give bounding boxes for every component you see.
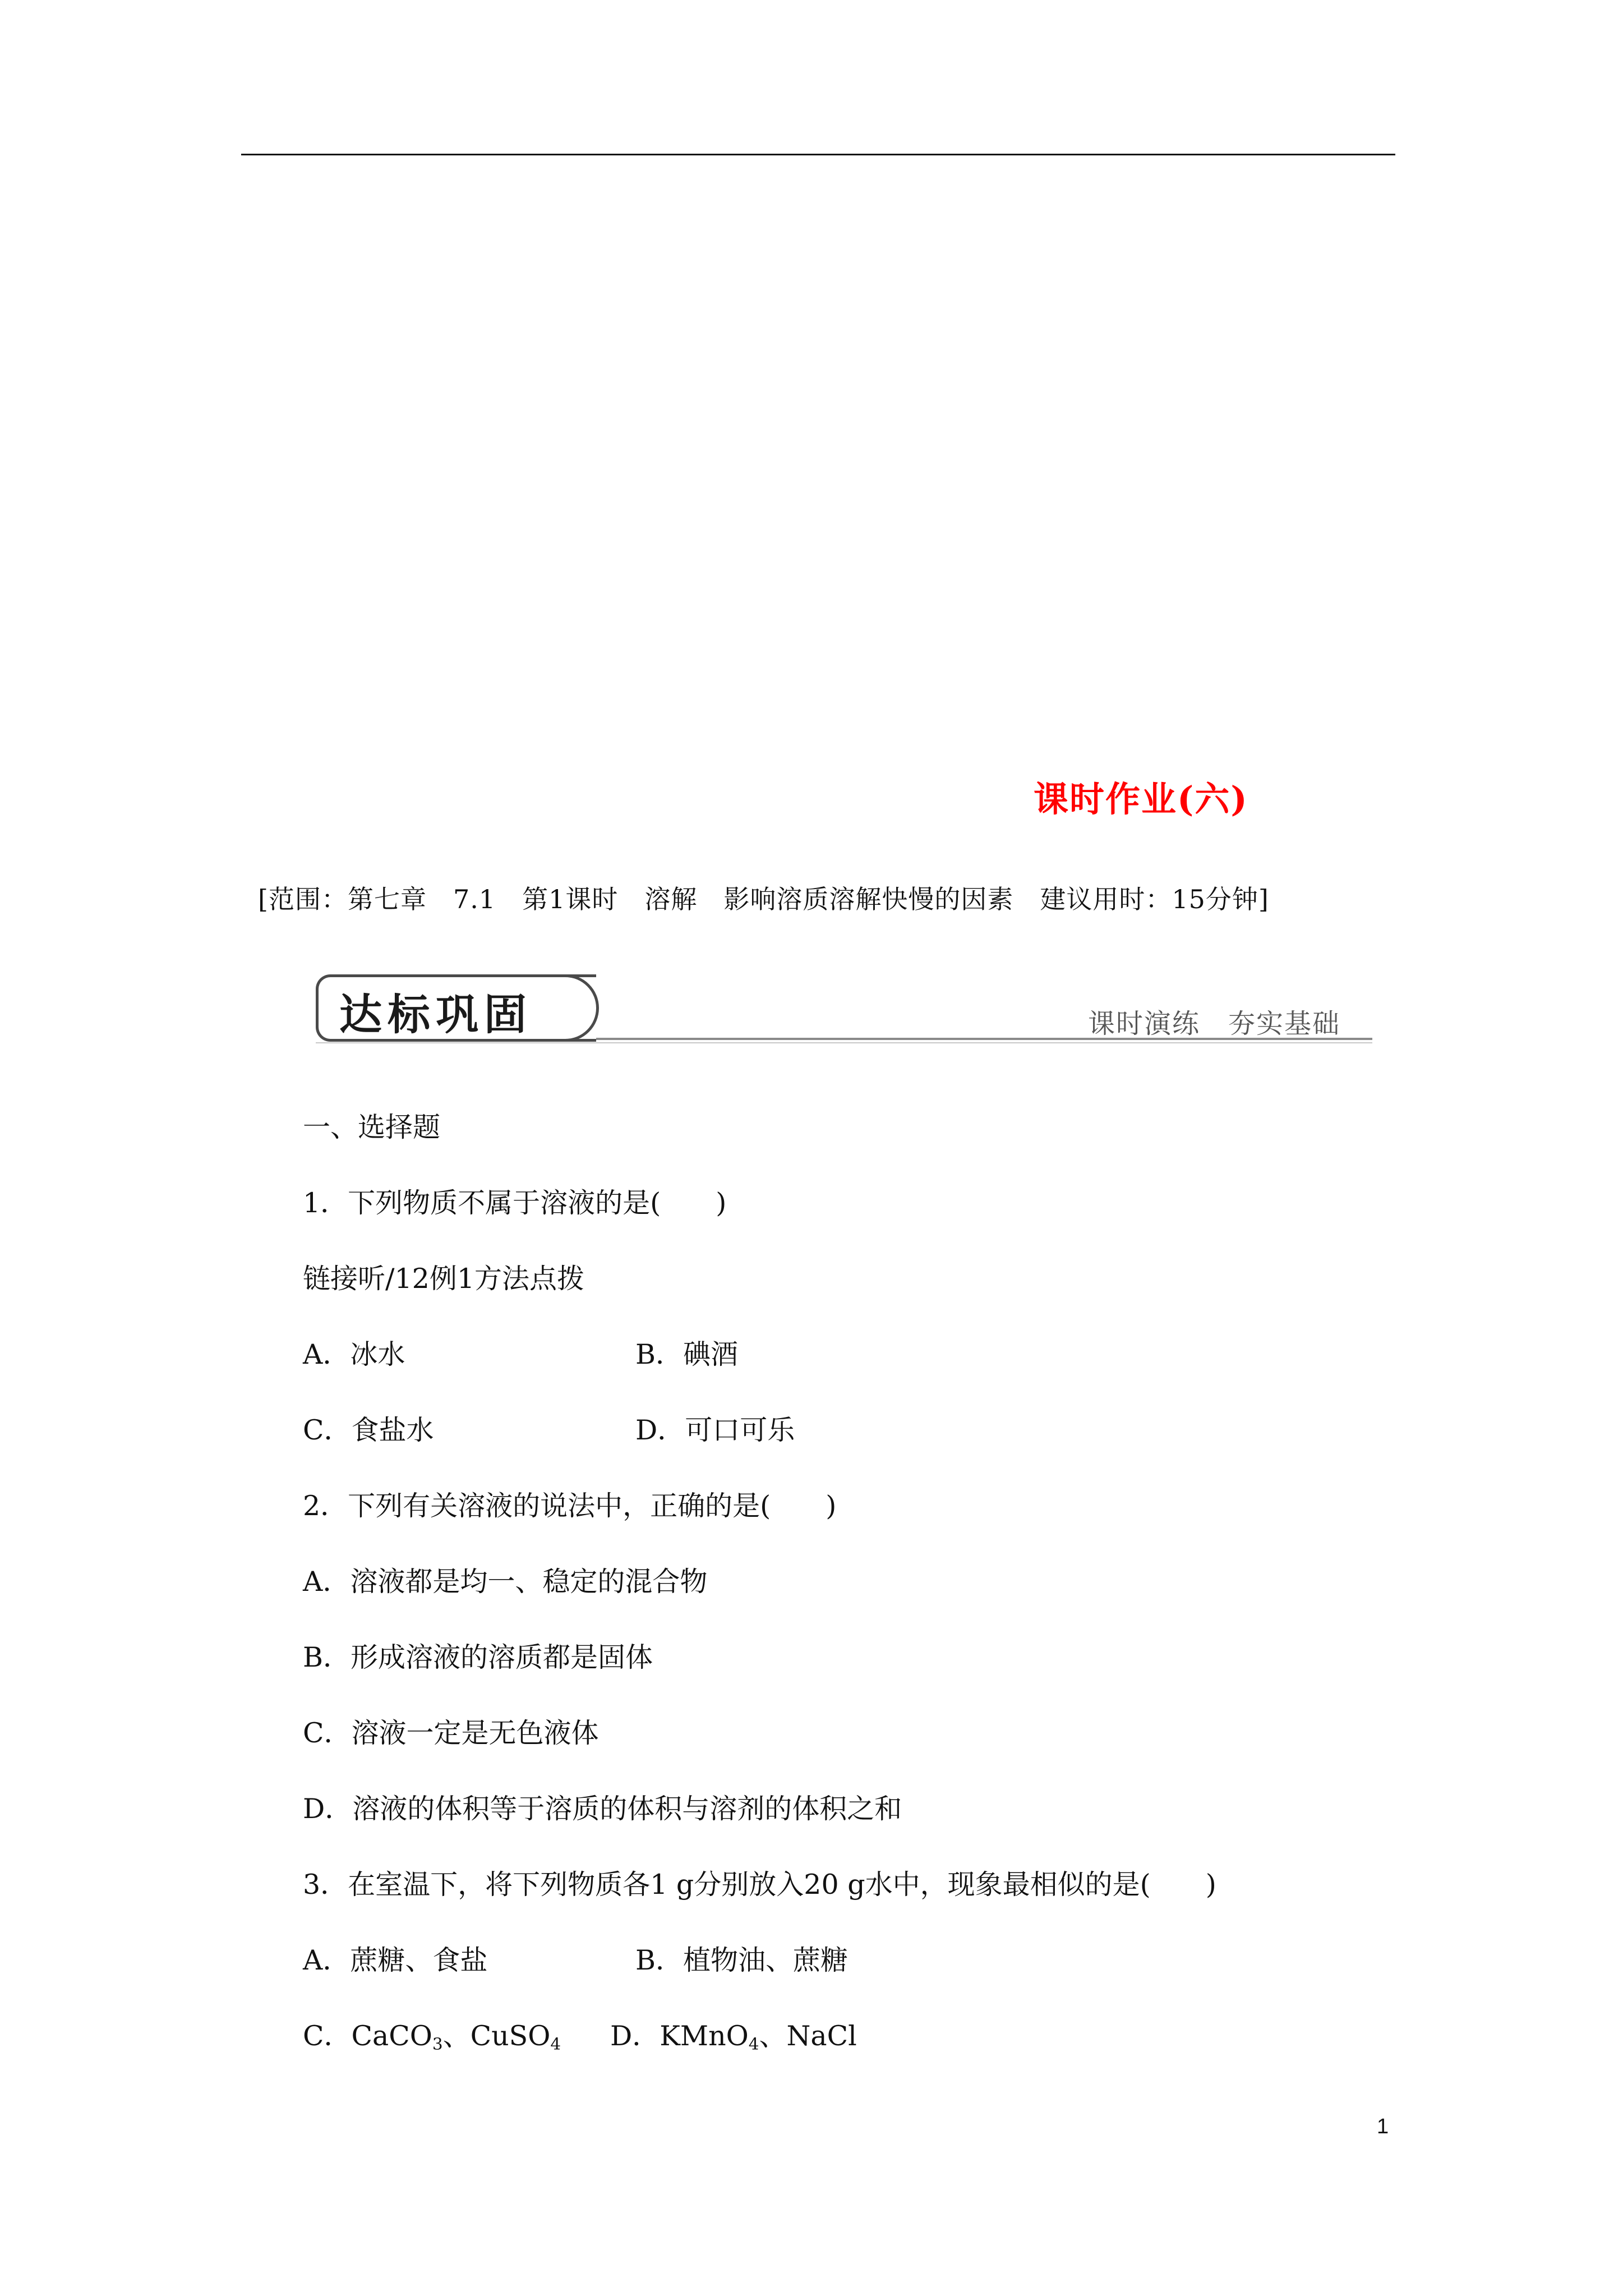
scope-line: [范围：第七章 7.1 第1课时 溶解 影响溶质溶解快慢的因素 建议用时：15分钟] bbox=[258, 884, 1269, 914]
section-heading: 一、选择题 bbox=[303, 1111, 441, 1143]
question-1-option-a: A．冰水 bbox=[303, 1338, 405, 1370]
page-title: 课时作业(六) bbox=[1034, 779, 1248, 820]
question-3-option-b: B．植物油、蔗糖 bbox=[635, 1944, 849, 1976]
question-3-option-d: D．KMnO$_4$、NaCl bbox=[610, 2020, 857, 2054]
banner-underline-light bbox=[316, 1042, 1372, 1043]
question-2-option-a: A．溶液都是均一、稳定的混合物 bbox=[303, 1566, 708, 1598]
question-2-option-b: B．形成溶液的溶质都是固体 bbox=[303, 1641, 653, 1673]
question-3-stem: 3．在室温下，将下列物质各1 g分别放入20 g水中，现象最相似的是( ) bbox=[303, 1869, 1216, 1901]
question-3-option-a: A．蔗糖、食盐 bbox=[303, 1944, 488, 1976]
question-1-stem: 1．下列物质不属于溶液的是( ) bbox=[303, 1187, 727, 1219]
page-number: 1 bbox=[1377, 2115, 1389, 2138]
question-2-option-d: D．溶液的体积等于溶质的体积与溶剂的体积之和 bbox=[303, 1793, 902, 1825]
question-2-stem: 2．下列有关溶液的说法中，正确的是( ) bbox=[303, 1490, 837, 1522]
question-1-option-c: C．食盐水 bbox=[303, 1414, 434, 1446]
banner-title: 达标巩固 bbox=[339, 990, 532, 1039]
header-rule bbox=[241, 154, 1395, 155]
question-1-link: 链接听/12例1方法点拨 bbox=[303, 1263, 585, 1295]
question-3-option-c: C．CaCO$_3$、CuSO$_4$ bbox=[303, 2020, 561, 2054]
question-2-option-c: C．溶液一定是无色液体 bbox=[303, 1717, 599, 1749]
question-1-option-d: D．可口可乐 bbox=[635, 1414, 795, 1446]
banner-slogan: 课时演练 夯实基础 bbox=[1088, 1008, 1341, 1039]
question-1-option-b: B．碘酒 bbox=[635, 1338, 739, 1370]
